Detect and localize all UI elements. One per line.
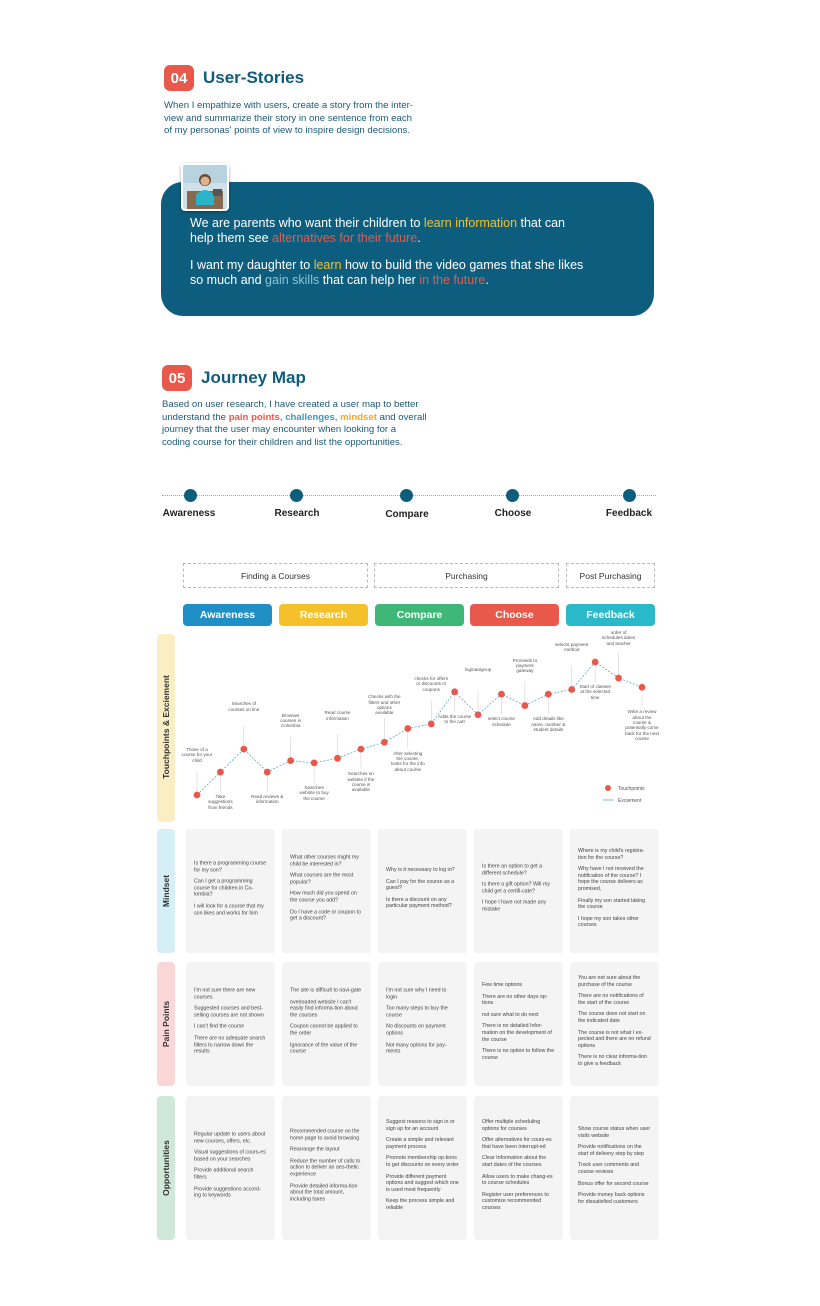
touchpoint-marker bbox=[311, 759, 318, 766]
mindset-item: Why is it necessary to log in? bbox=[386, 867, 455, 874]
mindset-cell bbox=[186, 829, 275, 953]
intro-line: view and summarize their story in one sentence from each bbox=[164, 112, 412, 124]
story-highlight: alternatives for their future bbox=[272, 231, 418, 245]
pain-point-item: There is no clear informa-tion to give a feedback bbox=[578, 1054, 647, 1068]
touchpoint-marker bbox=[639, 684, 646, 691]
opportunity-cell bbox=[282, 1096, 371, 1240]
story-text: how to build the video games that she likes bbox=[341, 258, 584, 272]
touchpoint-marker bbox=[287, 757, 294, 764]
story-text: We are parents who want their children to bbox=[190, 216, 424, 230]
pain-point-item: The site is difficult to navi-gate bbox=[290, 987, 362, 994]
touchpoint-marker bbox=[498, 691, 505, 698]
touchpoint-label: Proceeds to payment gateway bbox=[512, 657, 538, 674]
touchpoint-label: Searches of courses on line bbox=[228, 701, 260, 712]
touchpoint-label: Read course information bbox=[324, 710, 351, 721]
pain-point-item: I can't find the course bbox=[194, 1024, 245, 1030]
story-highlight: gain skills bbox=[265, 273, 320, 287]
pain-point-cell-content bbox=[194, 988, 267, 1061]
pain-point-item: Ignorance of the value of the course bbox=[290, 1042, 358, 1055]
mindset-cell-content bbox=[482, 864, 555, 919]
opportunity-item: Recommended course on the home page to avoid browsing bbox=[290, 1128, 360, 1141]
pain-point-cell bbox=[570, 962, 659, 1086]
opportunity-cell bbox=[570, 1096, 659, 1240]
opportunity-item: Create a simple and relevant payment process bbox=[386, 1137, 454, 1151]
touchpoint-marker bbox=[264, 769, 271, 776]
pain-point-cell bbox=[186, 962, 275, 1086]
opportunity-item: Provide notifications on the start of delivery step by step bbox=[578, 1144, 644, 1157]
touchpoint-marker bbox=[358, 746, 365, 753]
timeline-label: Compare bbox=[385, 509, 429, 520]
opportunity-item: Bonus offer for second course bbox=[578, 1180, 649, 1187]
story-highlight: in the future bbox=[419, 273, 486, 287]
row-label-mindset: Mindset bbox=[161, 874, 171, 908]
pain-point-item: There is no option to follow the course bbox=[482, 1047, 555, 1061]
mindset-cell bbox=[378, 829, 467, 953]
pain-point-item: You are not sure about the purchase of the course bbox=[578, 975, 641, 988]
opportunity-item: Keep the process simple and reliable bbox=[386, 1198, 455, 1212]
mindset-item: Is there a programming course for my son? bbox=[194, 860, 267, 874]
section-title: User-Stories bbox=[203, 68, 305, 87]
touchpoint-marker bbox=[428, 721, 435, 728]
opportunity-item: Provide money back options for dissatisfied customers bbox=[578, 1191, 645, 1205]
touchpoint-label: Searches website to buy the course bbox=[299, 784, 329, 801]
intro-line: When I empathize with users, create a story from the inter- bbox=[164, 100, 414, 111]
touchpoint-label: After selecting the course, looks for the info about course bbox=[390, 750, 425, 772]
stage-research: Research bbox=[279, 604, 368, 626]
mindset-cell-content bbox=[290, 855, 363, 928]
touchpoint-label: Browses courses in Colombia bbox=[280, 712, 302, 729]
touchpoint-label: selects payment method bbox=[555, 641, 589, 652]
phase-finding: Finding a Courses bbox=[183, 563, 368, 588]
mindset-item: Where is my child's registra-tion for the course? bbox=[578, 848, 645, 861]
pain-point-item: There is no detailed Infor-mation on the development of the course bbox=[482, 1023, 552, 1043]
touchpoint-label: Add details like name, number & student details bbox=[531, 716, 566, 732]
touchpoint-label: Checks with the filters and other options available bbox=[368, 694, 401, 716]
intro-line: coding course for their children and list the opportunities. bbox=[162, 436, 403, 448]
mindset-item: I hope my son takes other courses bbox=[578, 915, 639, 929]
opportunity-item: Show course status when user visits website bbox=[578, 1125, 651, 1139]
mindset-cell bbox=[282, 829, 371, 953]
touchpoint-marker bbox=[217, 769, 224, 776]
story-text: that can help her bbox=[319, 273, 420, 287]
pain-point-item: I'm not sure there are new courses bbox=[194, 987, 256, 1001]
pain-point-item: Few time options bbox=[482, 981, 523, 988]
story-text: . bbox=[417, 231, 421, 245]
touchpoint-label: Take suggestions from friends bbox=[208, 794, 233, 810]
pain-point-item: Not many options for pay-ments bbox=[386, 1042, 447, 1055]
touchpoint-label: Adds the course to the cart bbox=[438, 713, 472, 725]
mindset-item: What courses are the most popular? bbox=[290, 872, 354, 886]
opportunity-item: Provide suggestions accord-ing to keywords bbox=[194, 1186, 261, 1199]
pain-point-item: There are no adequate search filters to narrow down the results bbox=[194, 1035, 266, 1055]
pain-point-item: There are no other days op-tions bbox=[482, 993, 548, 1007]
story-text: . bbox=[485, 273, 489, 287]
opportunity-item: Visual suggestions of cours-es based on your searches bbox=[194, 1149, 266, 1163]
pain-point-item: I'm not sure why I need to login bbox=[386, 987, 447, 1001]
phase-purchasing: Purchasing bbox=[374, 563, 559, 588]
opportunity-item: Suggest reasons to sign in or sign up for an account bbox=[386, 1119, 455, 1132]
mindset-item: Finally my son started taking the course bbox=[578, 897, 646, 911]
touchpoint-marker bbox=[334, 755, 341, 762]
opportunity-item: Allow users to make chang-es to course schedules bbox=[482, 1173, 553, 1187]
touchpoint-label: Write a review about the course & potentially come back for the next course bbox=[625, 709, 659, 742]
stage-compare: Compare bbox=[375, 604, 464, 626]
pain-point-cell bbox=[474, 962, 563, 1086]
timeline-label: Awareness bbox=[162, 508, 216, 519]
opportunity-item: Provide different payment options and suggest which one is used most frequently bbox=[386, 1173, 459, 1193]
opportunity-cell-content bbox=[194, 1132, 267, 1205]
pain-point-item: There are no notifications of the start of the course bbox=[578, 993, 644, 1007]
mindset-item: Is there a gift option? Will my child get a certifi-cate? bbox=[482, 881, 551, 895]
opportunity-item: Provide detailed informa-tion about the total amount, including taxes bbox=[290, 1182, 358, 1203]
story-highlight: learn bbox=[313, 258, 342, 272]
mindset-item: Do I have a code or coupon to get a discount? bbox=[290, 909, 361, 922]
intro-line: of my personas' points of view to inspire design decisions. bbox=[164, 125, 411, 136]
mindset-cell bbox=[570, 829, 659, 953]
phase-post-purchasing: Post Purchasing bbox=[566, 563, 655, 588]
pain-point-item: Suggested courses and best-selling courses are not shown bbox=[194, 1005, 264, 1019]
legend-touchpoint-marker bbox=[605, 785, 611, 791]
opportunity-item: Track user comments and course reviews bbox=[578, 1162, 640, 1175]
stage-awareness: Awareness bbox=[183, 604, 272, 626]
pain-point-cell-content bbox=[482, 982, 555, 1066]
pain-point-item: The course is not what I ex-pected and there are no refund options bbox=[578, 1029, 651, 1049]
intro-line: Based on user research, I have created a user map to better bbox=[162, 399, 419, 410]
row-label-opportunities: Opportunities bbox=[161, 1140, 171, 1196]
pain-point-cell-content bbox=[290, 988, 363, 1061]
story-text: I want my daughter to bbox=[190, 258, 314, 272]
opportunity-item: Offer alternatives for cours-es that have been interrupt-ed bbox=[482, 1137, 552, 1151]
touchpoint-label: Those of a course for your child bbox=[181, 747, 213, 763]
touchpoint-marker bbox=[475, 711, 482, 718]
section-number-badge: 04 bbox=[164, 65, 194, 91]
intro-line: understand the pain points, challenges, mindset and overall bbox=[162, 411, 427, 423]
pain-point-item: not sure what to do next bbox=[482, 1011, 539, 1018]
opportunity-cell-content bbox=[386, 1119, 459, 1217]
chart-legend bbox=[603, 785, 645, 804]
touchpoint-label: select course schedule bbox=[487, 716, 515, 727]
opportunity-item: Regular update to users about new courses, offers, etc. bbox=[194, 1131, 266, 1145]
stage-feedback: Feedback bbox=[566, 604, 655, 626]
opportunity-cell-content bbox=[482, 1119, 555, 1217]
timeline-label: Choose bbox=[494, 508, 532, 519]
opportunity-cell bbox=[378, 1096, 467, 1240]
touchpoint-marker bbox=[545, 691, 552, 698]
touchpoint-marker bbox=[568, 686, 575, 693]
touchpoint-marker bbox=[451, 688, 458, 695]
mindset-cell-content bbox=[578, 848, 651, 934]
row-label-touchpoints: Touchpoints & Exciement bbox=[161, 675, 171, 779]
story-highlight: learn information bbox=[423, 216, 518, 230]
opportunity-cell-content bbox=[578, 1126, 651, 1210]
mindset-cell-content bbox=[194, 860, 267, 921]
pain-point-item: overloaded website I can't easily find informa-tion about the courses bbox=[290, 999, 358, 1019]
timeline-label: Feedback bbox=[605, 508, 653, 519]
mindset-item: What other courses might my child be interested in? bbox=[290, 854, 359, 868]
intro-line: journey that the user may encounter when looking for a bbox=[162, 424, 397, 435]
touchpoint-label: Read reviews & information bbox=[251, 794, 284, 805]
mindset-item: Why have I not received the notification of the course? I hope the course delivers as promised, bbox=[578, 866, 644, 892]
opportunity-item: Provide additional search filters bbox=[194, 1168, 254, 1181]
touchpoint-marker bbox=[521, 702, 528, 709]
pain-point-cell bbox=[378, 962, 467, 1086]
touchpoint-label: login&signup bbox=[464, 666, 492, 672]
opportunity-item: Rearrange the layout bbox=[290, 1146, 340, 1153]
touchpoint-marker bbox=[615, 675, 622, 682]
touchpoint-label: order of schedules dates and teacher bbox=[601, 630, 636, 646]
opportunity-item: Register user preferences to customize recommended courses bbox=[482, 1191, 549, 1212]
opportunity-cell-content bbox=[290, 1128, 363, 1207]
pain-point-item: Too many steps to buy the course bbox=[386, 1005, 448, 1019]
pain-point-cell-content bbox=[386, 988, 459, 1061]
mindset-item: I will look for a course that my son likes and works for him bbox=[194, 903, 264, 916]
mindset-item: Can I get a programming course for children in Co-lombia? bbox=[194, 878, 254, 898]
pain-point-item: The course does not start on the indicated date bbox=[578, 1011, 646, 1025]
mindset-item: Is there a discount on any particular payment method? bbox=[386, 896, 452, 910]
section-title: Journey Map bbox=[201, 368, 306, 387]
stage-choose: Choose bbox=[470, 604, 559, 626]
touchpoint-marker bbox=[240, 746, 247, 753]
story-text: help them see bbox=[190, 231, 272, 245]
mindset-item: How much did you spend on the course you add? bbox=[290, 891, 357, 904]
touchpoint-marker bbox=[194, 792, 201, 799]
touchpoint-marker bbox=[404, 725, 411, 732]
story-text: so much and bbox=[190, 273, 266, 287]
timeline-label: Research bbox=[274, 508, 320, 519]
opportunity-item: Clear Information about the start dates of the courses bbox=[482, 1155, 547, 1169]
mindset-item: I hope I have not made any mistake bbox=[482, 900, 547, 913]
opportunity-cell bbox=[186, 1096, 275, 1240]
touchpoint-marker bbox=[592, 659, 599, 666]
pain-point-cell-content bbox=[578, 975, 651, 1073]
touchpoint-label: checks for offers or discounts or coupons bbox=[414, 675, 449, 692]
pain-point-item: No discounts on payment options bbox=[386, 1024, 446, 1037]
opportunity-item: Offer multiple scheduling options for courses bbox=[482, 1119, 541, 1132]
opportunity-cell bbox=[474, 1096, 563, 1240]
touchpoint-marker bbox=[381, 739, 388, 746]
legend-touchpoints: Touchpoints bbox=[618, 786, 645, 792]
section-number-badge: 05 bbox=[162, 365, 192, 391]
mindset-cell-content bbox=[386, 867, 459, 915]
pain-point-cell bbox=[282, 962, 371, 1086]
mindset-item: Is there an option to get a different schedule? bbox=[482, 863, 543, 877]
mindset-item: Can I pay for the course as a guest? bbox=[386, 878, 455, 892]
touchpoint-label: Start of classes at the selected time bbox=[579, 684, 611, 700]
legend-excitement: Exciement bbox=[618, 798, 642, 804]
opportunity-item: Reduce the number of calls to action to deliver an aes-thetic experience bbox=[290, 1158, 361, 1178]
mindset-cell bbox=[474, 829, 563, 953]
row-label-pain: Pain Points bbox=[161, 1000, 171, 1048]
touchpoint-label: Searches on website if the course is available bbox=[347, 771, 375, 793]
opportunity-item: Promote membership op-tions to get discounts on every order bbox=[386, 1155, 459, 1169]
pain-point-item: Coupon cannot be applied to the order bbox=[290, 1024, 358, 1037]
story-text: that can bbox=[517, 216, 565, 230]
